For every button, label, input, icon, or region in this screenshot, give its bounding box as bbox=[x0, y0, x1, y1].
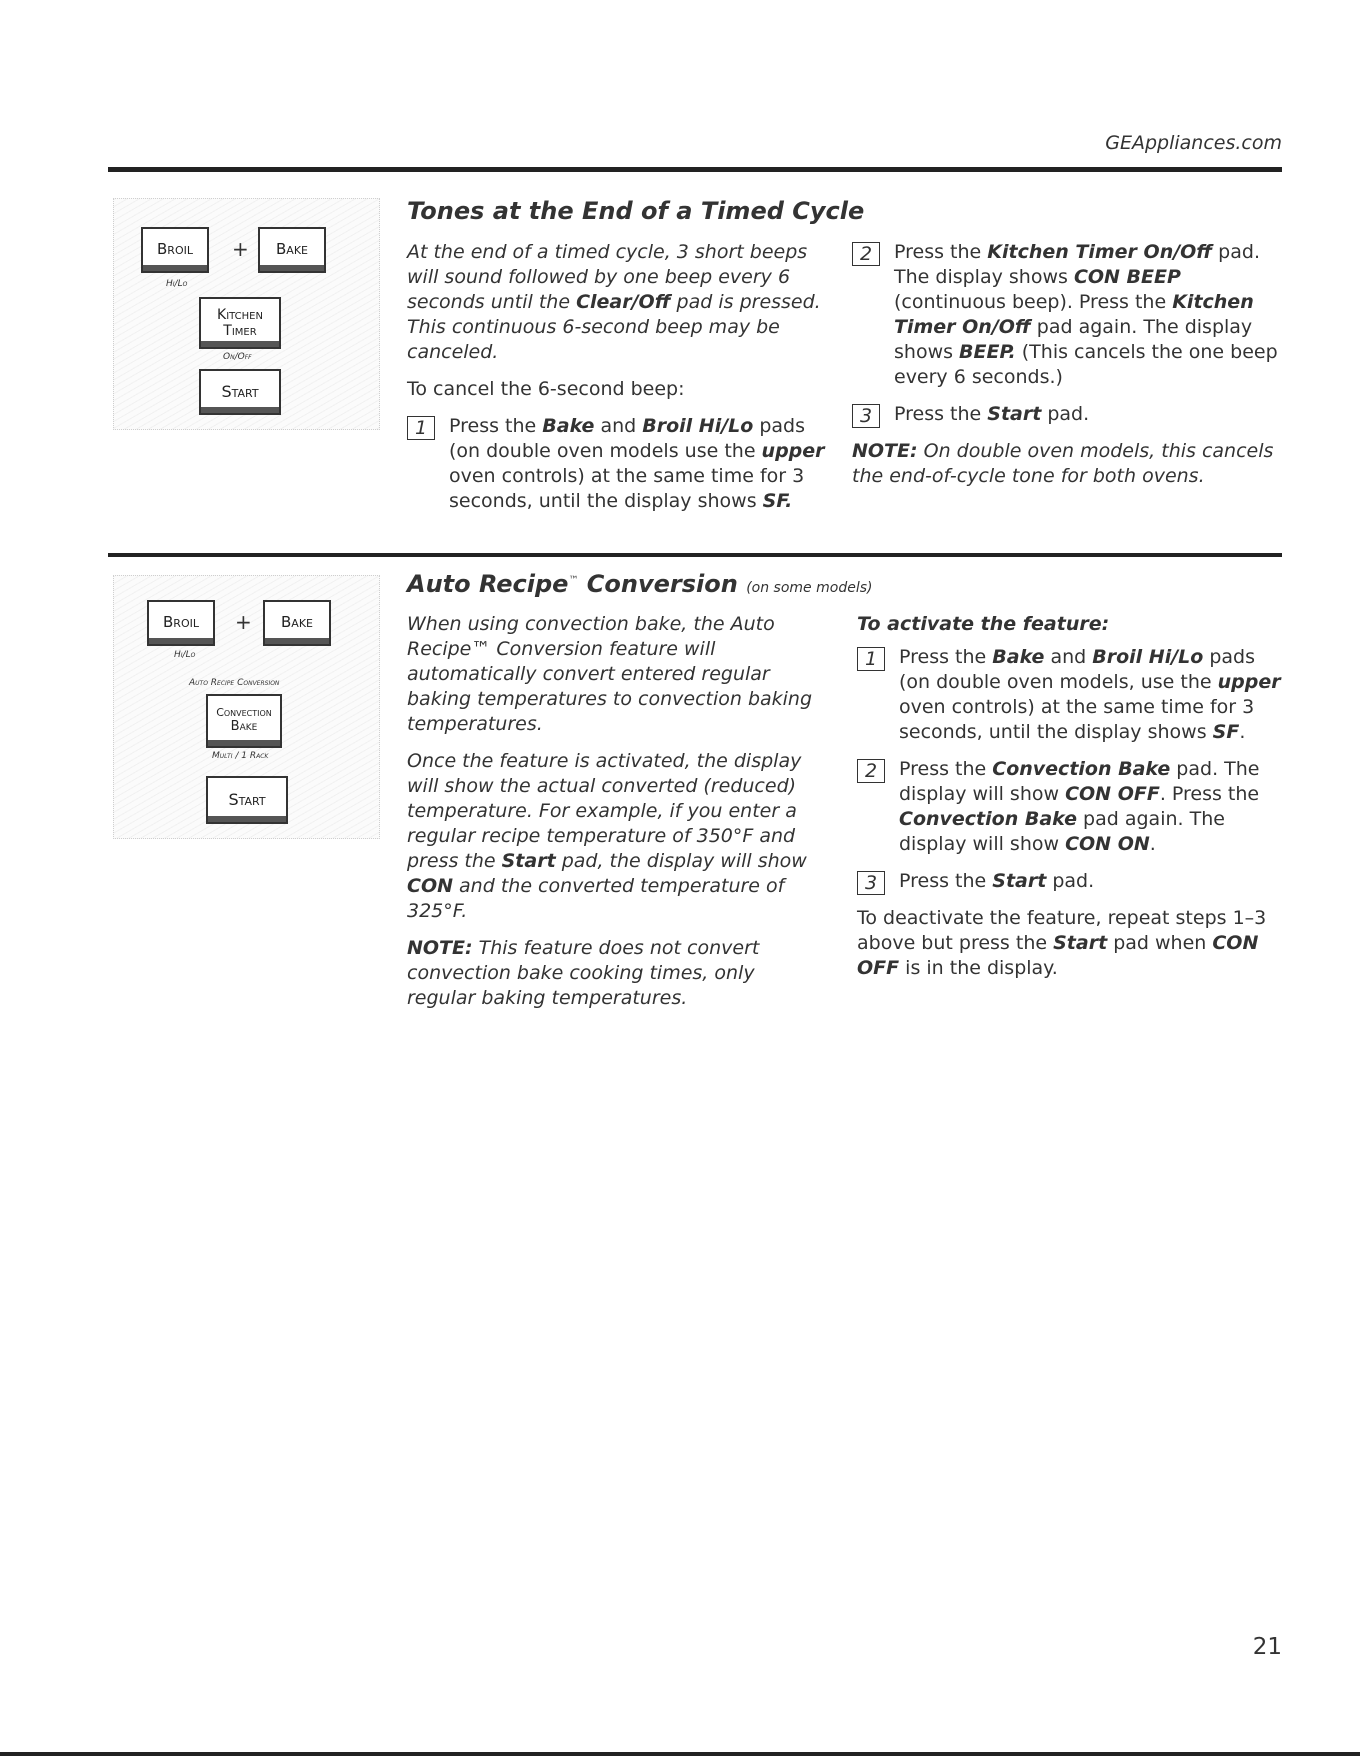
step-text: pad. bbox=[1046, 870, 1095, 892]
auto-recipe-right-column bbox=[857, 612, 1282, 993]
step-text: pads (on double oven models, use the bbox=[899, 646, 1256, 693]
step-bold: CON BEEP bbox=[1073, 266, 1181, 288]
step-text: pad again. The display will show bbox=[899, 808, 1225, 855]
step-text: (This cancels the one beep every 6 seconds.) bbox=[894, 341, 1278, 388]
step-bold: Kitchen Timer On/Off bbox=[894, 291, 1254, 338]
timer-label: Timer bbox=[223, 323, 257, 339]
step-text: pad again. The display shows bbox=[894, 316, 1253, 363]
step-bold: Convection Bake bbox=[899, 808, 1077, 830]
step-bold: Bake bbox=[992, 646, 1045, 668]
section-rule bbox=[108, 553, 1282, 557]
broil-label: Broil bbox=[157, 240, 193, 259]
bake-label: Bake bbox=[276, 240, 308, 259]
hilo-label: Hi/Lo bbox=[174, 650, 196, 660]
tones-step-2 bbox=[852, 240, 1282, 390]
tones-left-column bbox=[407, 240, 827, 526]
step-text: and bbox=[1044, 646, 1093, 668]
broil-pad bbox=[147, 600, 215, 646]
deactivate-text-d: is in the display. bbox=[899, 957, 1058, 979]
note-label: NOTE: bbox=[852, 440, 918, 462]
auto-recipe-note bbox=[407, 936, 827, 1011]
conv-bake-label: Bake bbox=[230, 718, 258, 734]
activate-heading: To activate the feature: bbox=[857, 613, 1110, 635]
step-bold: Bake bbox=[542, 415, 595, 437]
top-rule bbox=[108, 167, 1282, 172]
onoff-label: On/Off bbox=[223, 352, 252, 362]
step-text: . Press the bbox=[1159, 783, 1260, 805]
step-number-icon: 2 bbox=[857, 759, 885, 783]
step-bold: Broil Hi/Lo bbox=[1092, 646, 1204, 668]
bottom-edge-rule bbox=[0, 1752, 1360, 1756]
step-bold: SF bbox=[1212, 721, 1240, 743]
tones-intro bbox=[407, 240, 827, 365]
activate-step-1 bbox=[857, 645, 1282, 745]
p2-text: and the converted temperature of 325°F. bbox=[407, 875, 785, 922]
note-label: NOTE: bbox=[407, 937, 473, 959]
step-text: Press the bbox=[894, 403, 988, 425]
auto-recipe-left-column bbox=[407, 612, 827, 1023]
step-text: pad. The display shows bbox=[894, 241, 1260, 288]
page-number: 21 bbox=[1252, 1634, 1282, 1660]
intro-text-a: At the end of a timed cycle, 3 short beeps will sound followed by one beep every 6 seconds until the bbox=[407, 241, 808, 313]
step-bold: CON ON bbox=[1065, 833, 1150, 855]
step-bold: upper bbox=[1217, 671, 1281, 693]
plus-icon: + bbox=[235, 610, 252, 634]
tones-note bbox=[852, 439, 1282, 489]
step-number-icon: 3 bbox=[852, 404, 880, 428]
trademark: ™ bbox=[568, 575, 579, 586]
control-panel-timer bbox=[113, 198, 380, 430]
control-panel-convection bbox=[113, 575, 380, 839]
bake-pad bbox=[263, 600, 331, 646]
title-text: Conversion bbox=[578, 570, 738, 598]
step-bold: BEEP. bbox=[959, 341, 1016, 363]
site-url: GEAppliances.com bbox=[1105, 132, 1282, 154]
note-text: This feature does not convert convection bake cooking times, only regular baking temperatures. bbox=[407, 937, 760, 1009]
hilo-label: Hi/Lo bbox=[166, 279, 188, 289]
cancel-text: To cancel the 6-second beep: bbox=[407, 378, 685, 400]
convection-label: Convection bbox=[216, 706, 272, 720]
plus-icon: + bbox=[232, 237, 249, 261]
title-qualifier: (on some models) bbox=[746, 580, 873, 596]
tones-step-1 bbox=[407, 414, 827, 514]
section-title-auto-recipe bbox=[407, 570, 872, 598]
convection-bake-pad bbox=[206, 694, 282, 748]
tones-right-column bbox=[852, 240, 1282, 501]
tones-step-3 bbox=[852, 402, 1282, 427]
deactivate-bold: Start bbox=[1053, 932, 1108, 954]
broil-pad bbox=[141, 227, 209, 273]
start-label: Start bbox=[221, 381, 259, 401]
step-text: Press the bbox=[899, 646, 993, 668]
step-bold: Start bbox=[987, 403, 1042, 425]
step-bold: SF. bbox=[762, 490, 793, 512]
step-number-icon: 2 bbox=[852, 242, 880, 266]
p2-text: Once the feature is activated, the display will show the actual converted (reduced) temperature. For example, if you enter a regular recipe temperature of 350°F and press the bbox=[407, 750, 802, 872]
activate-step-2 bbox=[857, 757, 1282, 857]
deactivate-bold: CON OFF bbox=[857, 932, 1259, 979]
step-text: and bbox=[594, 415, 643, 437]
step-text: Press the bbox=[449, 415, 543, 437]
intro-text-b: pad is pressed. This continuous 6-second beep may be canceled. bbox=[407, 291, 821, 363]
step-bold: Kitchen Timer On/Off bbox=[987, 241, 1213, 263]
bake-label: Bake bbox=[281, 613, 313, 632]
title-text: Auto Recipe bbox=[407, 570, 569, 598]
step-bold: CON OFF bbox=[1065, 783, 1160, 805]
bake-pad bbox=[258, 227, 326, 273]
step-text: pad. bbox=[1041, 403, 1090, 425]
kitchen-timer-pad bbox=[199, 297, 281, 349]
deactivate-text bbox=[857, 906, 1282, 981]
start-pad bbox=[206, 776, 288, 824]
step-number-icon: 1 bbox=[407, 416, 435, 440]
activate-step-3 bbox=[857, 869, 1282, 894]
step-text: pad. The display will show bbox=[899, 758, 1260, 805]
step-number-icon: 1 bbox=[857, 647, 885, 671]
step-bold: Convection Bake bbox=[992, 758, 1171, 780]
step-bold: Broil Hi/Lo bbox=[642, 415, 754, 437]
p2-bold: CON bbox=[407, 875, 453, 897]
step-text: Press the bbox=[899, 870, 993, 892]
step-text: oven controls) at the same time for 3 seconds, until the display shows bbox=[449, 465, 805, 512]
note-text: On double oven models, this cancels the end-of-cycle tone for both ovens. bbox=[852, 440, 1274, 487]
broil-label: Broil bbox=[163, 613, 199, 632]
step-text: Press the bbox=[899, 758, 993, 780]
step-text: (continuous beep). Press the bbox=[894, 291, 1173, 313]
step-text: . bbox=[1239, 721, 1246, 743]
intro-bold: Clear/Off bbox=[576, 291, 671, 313]
section-title-tones: Tones at the End of a Timed Cycle bbox=[407, 197, 865, 225]
start-label: Start bbox=[228, 789, 266, 809]
deactivate-text-a: To deactivate the feature, repeat steps 1–3 above but press the bbox=[857, 907, 1267, 954]
start-pad bbox=[199, 369, 281, 415]
multi-rack-label: Multi / 1 Rack bbox=[212, 751, 269, 761]
auto-recipe-display-text bbox=[407, 749, 827, 924]
step-number-icon: 3 bbox=[857, 871, 885, 895]
step-bold: Start bbox=[992, 870, 1047, 892]
step-text: oven controls) at the same time for 3 seconds, until the display shows bbox=[899, 696, 1255, 743]
kitchen-label: Kitchen bbox=[217, 306, 263, 323]
step-text: . bbox=[1149, 833, 1156, 855]
auto-recipe-intro: When using convection bake, the Auto Recipe™ Conversion feature will automatically convert entered regular baking temperatures to convection baking temperatures. bbox=[407, 613, 813, 735]
step-text: Press the bbox=[894, 241, 988, 263]
p2-text: pad, the display will show bbox=[555, 850, 807, 872]
auto-recipe-label: Auto Recipe Conversion bbox=[189, 678, 280, 688]
p2-bold: Start bbox=[501, 850, 556, 872]
deactivate-text-c: pad when bbox=[1107, 932, 1213, 954]
step-text: pads (on double oven models use the bbox=[449, 415, 806, 462]
step-bold: upper bbox=[761, 440, 825, 462]
